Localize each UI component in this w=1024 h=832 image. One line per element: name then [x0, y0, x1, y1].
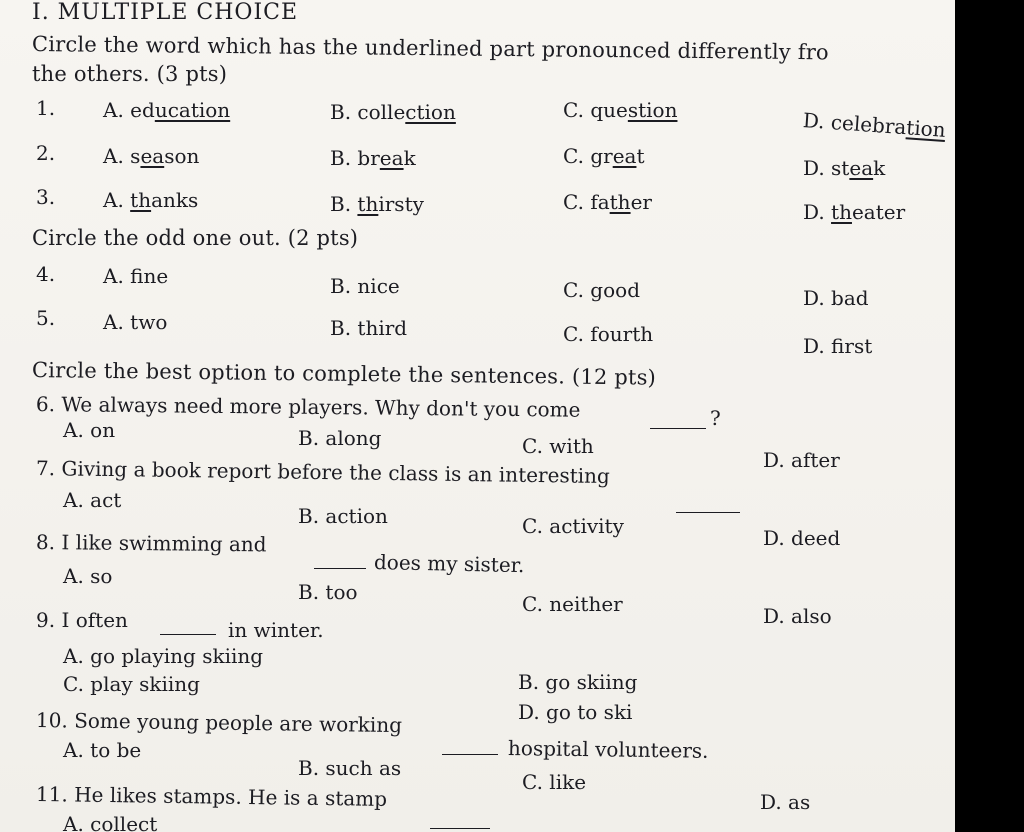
- q7-option-c: C. activity: [522, 514, 624, 538]
- q8-option-c: C. neither: [522, 592, 623, 616]
- question-2-number: 2.: [36, 141, 56, 165]
- q6-option-d: D. after: [763, 448, 840, 472]
- q9-stem-continued: in winter.: [228, 618, 324, 642]
- q5-option-c: C. fourth: [563, 322, 654, 346]
- q2-option-d: D. steak: [803, 156, 886, 180]
- q8-option-d: D. also: [763, 604, 832, 628]
- question-10-stem: 10. Some young people are working: [35, 708, 403, 738]
- photo-dark-edge: [955, 0, 1024, 832]
- q3-option-a: A. thanks: [103, 188, 199, 212]
- q10-option-b: B. such as: [298, 756, 402, 780]
- q1-option-c: C. question: [563, 98, 678, 122]
- question-3-number: 3.: [36, 185, 56, 209]
- q7-option-d: D. deed: [763, 526, 841, 550]
- q5-option-d: D. first: [803, 334, 873, 358]
- q8-option-a: A. so: [63, 564, 113, 588]
- q9-option-b: B. go skiing: [518, 670, 638, 694]
- q9-option-d: D. go to ski: [518, 700, 633, 724]
- q11-option-a: A. collect: [63, 812, 158, 832]
- q2-option-b: B. break: [330, 146, 416, 170]
- question-5-number: 5.: [36, 306, 56, 330]
- question-7-stem: 7. Giving a book report before the class is an interesting: [35, 456, 610, 489]
- q4-option-a: A. fine: [103, 264, 169, 288]
- q11-answer-blank[interactable]: [430, 828, 490, 829]
- q9-answer-blank[interactable]: [160, 634, 216, 635]
- q8-option-b: B. too: [298, 580, 358, 604]
- q6-question-mark: ?: [710, 406, 721, 430]
- q5-option-b: B. third: [330, 316, 408, 340]
- q7-option-b: B. action: [298, 504, 388, 528]
- question-11-stem: 11. He likes stamps. He is a stamp: [35, 782, 388, 811]
- q6-option-a: A. on: [63, 418, 116, 442]
- q6-option-b: B. along: [298, 426, 382, 450]
- q10-option-a: A. to be: [63, 738, 142, 762]
- question-4-number: 4.: [36, 262, 56, 286]
- q4-option-b: B. nice: [330, 274, 400, 298]
- q5-option-a: A. two: [103, 310, 168, 334]
- q3-option-d: D. theater: [803, 200, 906, 224]
- q1-option-b: B. collection: [330, 100, 456, 124]
- section-title: I. MULTIPLE CHOICE: [32, 0, 299, 25]
- q1-option-a: A. education: [103, 98, 231, 122]
- q1-option-d: D. celebration: [802, 108, 947, 142]
- q6-option-c: C. with: [522, 434, 594, 458]
- question-8-stem: 8. I like swimming and: [35, 530, 267, 557]
- q10-answer-blank[interactable]: [442, 754, 498, 755]
- question-6-stem: 6. We always need more players. Why don't you come: [35, 392, 581, 422]
- q9-option-a: A. go playing skiing: [63, 644, 264, 668]
- q6-answer-blank[interactable]: [650, 428, 706, 429]
- q2-option-a: A. season: [103, 144, 200, 168]
- section1-instruction-cont: the others. (3 pts): [32, 62, 228, 86]
- q4-option-d: D. bad: [803, 286, 869, 310]
- q10-option-c: C. like: [522, 770, 587, 794]
- q3-option-c: C. father: [563, 190, 652, 214]
- section1-instruction: Circle the word which has the underlined part pronounced differently fro: [31, 32, 829, 65]
- q8-stem-continued: does my sister.: [373, 550, 525, 578]
- section2-instruction: Circle the odd one out. (2 pts): [32, 226, 359, 250]
- q8-answer-blank[interactable]: [314, 568, 366, 569]
- q10-option-d: D. as: [760, 790, 811, 814]
- question-1-number: 1.: [36, 96, 56, 120]
- q10-stem-continued: hospital volunteers.: [507, 736, 709, 763]
- question-9-stem: 9. I often: [36, 608, 128, 632]
- q9-option-c: C. play skiing: [63, 672, 200, 696]
- q3-option-b: B. thirsty: [330, 192, 424, 216]
- q4-option-c: C. good: [563, 278, 640, 302]
- q2-option-c: C. great: [563, 144, 645, 168]
- q7-answer-blank[interactable]: [676, 512, 740, 513]
- section3-instruction: Circle the best option to complete the sentences. (12 pts): [31, 358, 657, 390]
- q7-option-a: A. act: [63, 488, 122, 512]
